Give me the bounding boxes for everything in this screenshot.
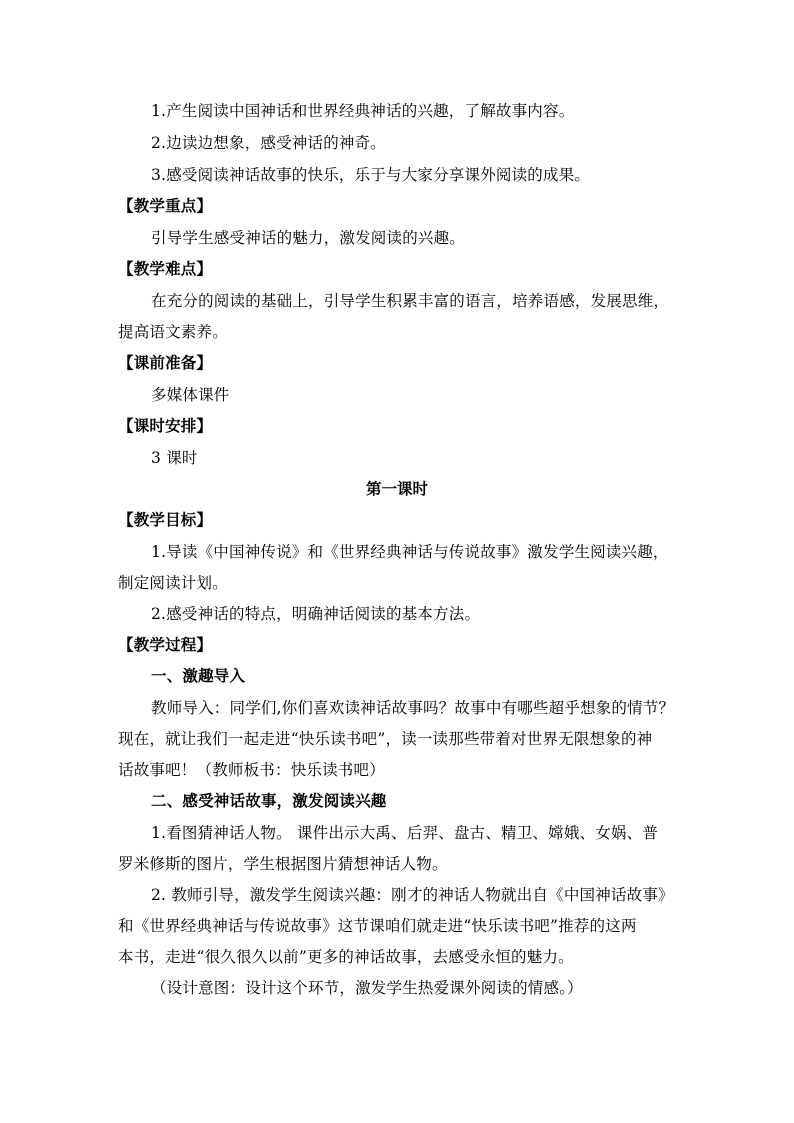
design-intent: （设计意图：设计这个环节，激发学生热爱课外阅读的情感。） — [151, 979, 583, 997]
lesson-goal-1-line-2: 制定阅读计划。 — [118, 574, 228, 592]
difficulties-line-1: 在充分的阅读的基础上，引导学生积累丰富的语言，培养语感，发展思维， — [151, 292, 670, 310]
lesson-goal-1-line-1: 1.导读《中国神传说》和《世界经典神话与传说故事》激发学生阅读兴趣， — [151, 543, 669, 561]
section-2-item-2-line-2: 和《世界经典神话与传说故事》这节课咱们就走进“快乐读书吧”推荐的这两 — [118, 917, 637, 935]
section-2-item-1-line-2: 罗米修斯的图片，学生根据图片猜想神话人物。 — [118, 855, 448, 873]
difficulties-heading: 【教学难点】 — [118, 259, 213, 278]
goal-3: 3.感受阅读神话故事的快乐，乐于与大家分享课外阅读的成果。 — [151, 166, 591, 184]
lesson-title: 第一课时 — [365, 479, 428, 498]
section-2-item-2-line-3: 本书，走进“很久很久以前”更多的神话故事，去感受永恒的魅力。 — [118, 948, 574, 966]
schedule-text: 3 课时 — [151, 449, 198, 467]
difficulties-line-2: 提高语文素养。 — [118, 323, 228, 341]
section-1-line-1: 教师导入：同学们,你们喜欢读神话故事吗？故事中有哪些超乎想象的情节？ — [151, 699, 675, 717]
section-1-title: 一、激趣导入 — [151, 666, 246, 685]
key-points-heading: 【教学重点】 — [118, 196, 213, 215]
section-1-line-2: 现在，就让我们一起走进“快乐读书吧”，读一读那些带着对世界无限想象的神 — [118, 730, 653, 748]
goal-1: 1.产生阅读中国神话和世界经典神话的兴趣，了解故事内容。 — [151, 102, 575, 120]
section-1-line-3: 话故事吧！（教师板书：快乐读书吧） — [118, 761, 385, 779]
lesson-goals-heading: 【教学目标】 — [118, 510, 213, 529]
preparation-heading: 【课前准备】 — [118, 353, 213, 372]
section-2-item-1-line-1: 1.看图猜神话人物。 课件出示大禹、后羿、盘古、精卫、嫦娥、女娲、普 — [151, 824, 659, 842]
key-points-text: 引导学生感受神话的魅力，激发阅读的兴趣。 — [151, 229, 466, 247]
schedule-heading: 【课时安排】 — [118, 416, 213, 435]
lesson-goal-2: 2.感受神话的特点，明确神话阅读的基本方法。 — [151, 605, 481, 623]
goal-2: 2.边读边想象，感受神话的神奇。 — [151, 134, 386, 152]
section-2-item-2-line-1: 2. 教师引导，激发学生阅读兴趣：刚才的神话人物就出自《中国神话故事》 — [151, 886, 674, 904]
preparation-text: 多媒体课件 — [151, 386, 230, 404]
process-heading: 【教学过程】 — [118, 635, 213, 654]
section-2-title: 二、感受神话故事，激发阅读兴趣 — [151, 791, 387, 810]
